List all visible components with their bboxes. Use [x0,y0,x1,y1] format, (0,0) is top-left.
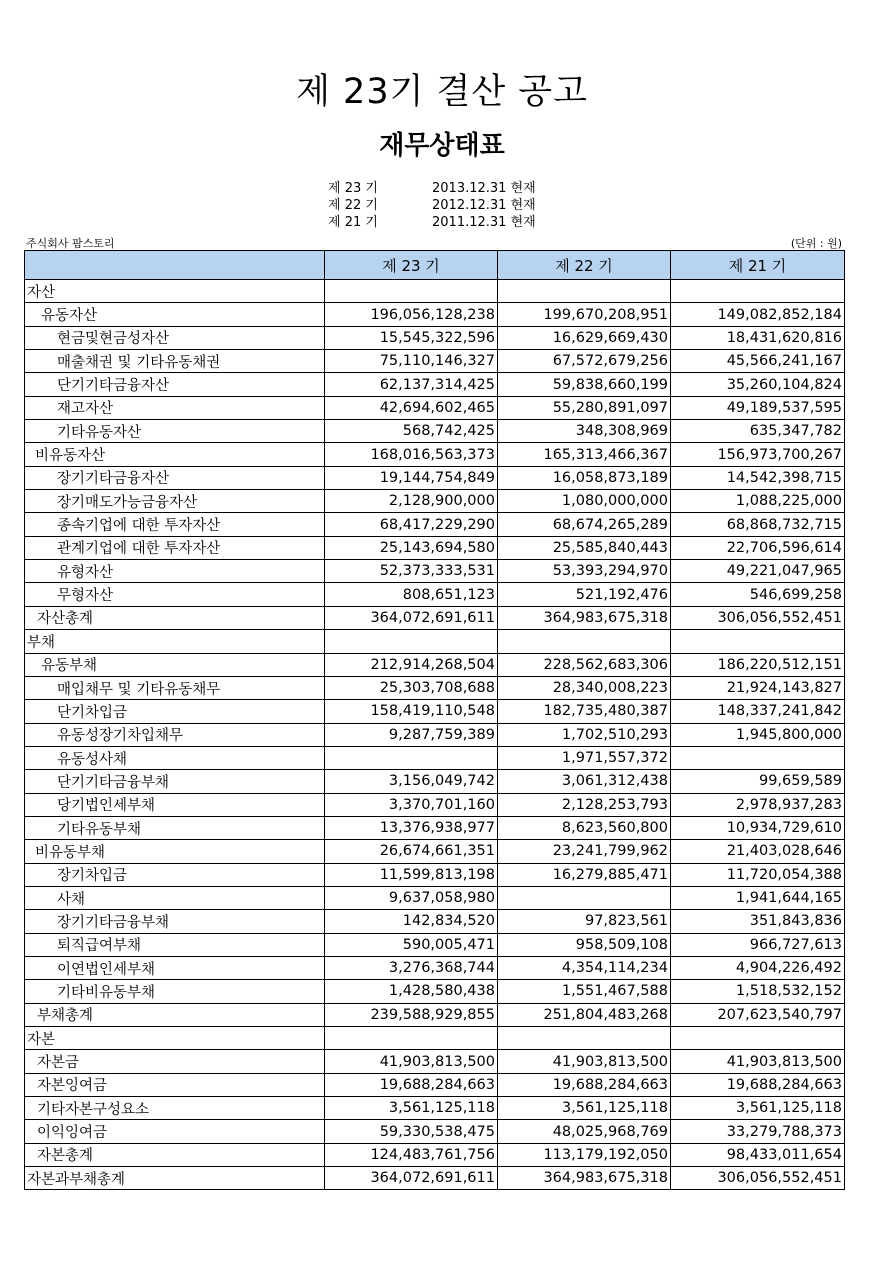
company-name: 주식회사 팜스토리 [26,237,115,250]
amount-cell: 21,403,028,646 [671,840,845,863]
amount-cell: 3,561,125,118 [325,1097,498,1120]
row-label: 유동부채 [25,653,325,676]
table-row [25,1073,845,1096]
amount-cell: 4,904,226,492 [671,956,845,979]
table-row [25,980,845,1003]
amount-cell: 19,688,284,663 [671,1073,845,1096]
amount-cell: 16,058,873,189 [498,466,671,489]
table-row [25,560,845,583]
amount-cell [498,1027,671,1050]
amount-cell: 59,838,660,199 [498,373,671,396]
amount-cell: 41,903,813,500 [671,1050,845,1073]
amount-cell: 35,260,104,824 [671,373,845,396]
amount-cell: 142,834,520 [325,910,498,933]
amount-cell: 364,072,691,611 [325,1167,498,1190]
table-row [25,1027,845,1050]
amount-cell: 33,279,788,373 [671,1120,845,1143]
row-label: 이익잉여금 [25,1120,325,1143]
amount-cell: 635,347,782 [671,420,845,443]
amount-cell: 41,903,813,500 [325,1050,498,1073]
amount-cell: 4,354,114,234 [498,956,671,979]
row-label: 단기기타금융부채 [25,770,325,793]
amount-cell: 148,337,241,842 [671,700,845,723]
row-label: 부채 [25,630,325,653]
table-row [25,840,845,863]
table-row [25,676,845,699]
amount-cell: 19,688,284,663 [325,1073,498,1096]
amount-cell [671,630,845,653]
amount-cell: 14,542,398,715 [671,466,845,489]
table-row [25,443,845,466]
table-row [25,280,845,303]
amount-cell: 251,804,483,268 [498,1003,671,1026]
amount-cell: 1,428,580,438 [325,980,498,1003]
row-label: 장기기타금융자산 [25,466,325,489]
period-label: 제 21 기 [328,215,378,230]
table-row [25,350,845,373]
amount-cell: 808,651,123 [325,583,498,606]
period-label: 제 23 기 [328,181,378,196]
table-row [25,746,845,769]
table-row [25,630,845,653]
column-header [25,251,325,280]
period-date: 2012.12.31 현재 [432,198,536,213]
amount-cell: 16,629,669,430 [498,326,671,349]
amount-cell: 239,588,929,855 [325,1003,498,1026]
document-title: 제 23기 결산 공고 [296,72,588,112]
amount-cell: 364,983,675,318 [498,606,671,629]
amount-cell: 68,868,732,715 [671,513,845,536]
amount-cell [671,280,845,303]
amount-cell: 546,699,258 [671,583,845,606]
table-row [25,326,845,349]
amount-cell: 23,241,799,962 [498,840,671,863]
table-header-row [25,251,845,280]
row-label: 단기차입금 [25,700,325,723]
amount-cell: 3,561,125,118 [671,1097,845,1120]
amount-cell: 306,056,552,451 [671,1167,845,1190]
amount-cell: 19,144,754,849 [325,466,498,489]
table-row [25,396,845,419]
row-label: 사채 [25,886,325,909]
amount-cell: 3,061,312,438 [498,770,671,793]
amount-cell: 11,599,813,198 [325,863,498,886]
table-row [25,863,845,886]
amount-cell: 1,702,510,293 [498,723,671,746]
amount-cell: 351,843,836 [671,910,845,933]
amount-cell: 212,914,268,504 [325,653,498,676]
period-date: 2011.12.31 현재 [432,215,536,230]
column-header: 제 22 기 [498,251,671,280]
amount-cell: 55,280,891,097 [498,396,671,419]
amount-cell: 364,072,691,611 [325,606,498,629]
row-label: 종속기업에 대한 투자자산 [25,513,325,536]
amount-cell: 25,585,840,443 [498,536,671,559]
period-row [328,214,536,231]
amount-cell: 26,674,661,351 [325,840,498,863]
period-row [328,197,536,214]
amount-cell: 67,572,679,256 [498,350,671,373]
amount-cell: 22,706,596,614 [671,536,845,559]
amount-cell: 958,509,108 [498,933,671,956]
row-label: 장기기타금융부채 [25,910,325,933]
table-row [25,816,845,839]
amount-cell: 48,025,968,769 [498,1120,671,1143]
amount-cell: 15,545,322,596 [325,326,498,349]
row-label: 자본 [25,1027,325,1050]
amount-cell: 3,370,701,160 [325,793,498,816]
amount-cell: 99,659,589 [671,770,845,793]
amount-cell: 199,670,208,951 [498,303,671,326]
row-label: 장기매도가능금융자산 [25,490,325,513]
amount-cell: 1,971,557,372 [498,746,671,769]
amount-cell [498,886,671,909]
amount-cell: 182,735,480,387 [498,700,671,723]
amount-cell: 68,674,265,289 [498,513,671,536]
amount-cell: 1,080,000,000 [498,490,671,513]
table-row [25,373,845,396]
row-label: 자본잉여금 [25,1073,325,1096]
period-list [328,180,536,231]
amount-cell: 8,623,560,800 [498,816,671,839]
table-row [25,583,845,606]
table-row [25,956,845,979]
row-label: 유동성사채 [25,746,325,769]
amount-cell: 186,220,512,151 [671,653,845,676]
table-row [25,723,845,746]
table-row [25,420,845,443]
row-label: 기타비유동부채 [25,980,325,1003]
amount-cell: 16,279,885,471 [498,863,671,886]
amount-cell: 9,287,759,389 [325,723,498,746]
amount-cell: 3,561,125,118 [498,1097,671,1120]
row-label: 재고자산 [25,396,325,419]
amount-cell: 19,688,284,663 [498,1073,671,1096]
row-label: 기타유동자산 [25,420,325,443]
amount-cell: 97,823,561 [498,910,671,933]
amount-cell: 59,330,538,475 [325,1120,498,1143]
row-label: 당기법인세부채 [25,793,325,816]
row-label: 자산총계 [25,606,325,629]
amount-cell [325,746,498,769]
amount-cell: 590,005,471 [325,933,498,956]
table-row [25,490,845,513]
amount-cell: 98,433,011,654 [671,1143,845,1166]
amount-cell: 1,088,225,000 [671,490,845,513]
amount-cell [325,280,498,303]
row-label: 퇴직급여부채 [25,933,325,956]
amount-cell [671,1027,845,1050]
table-row [25,303,845,326]
row-label: 단기기타금융자산 [25,373,325,396]
amount-cell: 158,419,110,548 [325,700,498,723]
amount-cell: 45,566,241,167 [671,350,845,373]
row-label: 유동성장기차입채무 [25,723,325,746]
table-row [25,1097,845,1120]
row-label: 자산 [25,280,325,303]
table-row [25,793,845,816]
amount-cell: 966,727,613 [671,933,845,956]
row-label: 비유동자산 [25,443,325,466]
table-row [25,536,845,559]
amount-cell: 149,082,852,184 [671,303,845,326]
row-label: 자본금 [25,1050,325,1073]
column-header: 제 23 기 [325,251,498,280]
row-label: 매입채무 및 기타유동채무 [25,676,325,699]
table-row [25,910,845,933]
amount-cell: 1,945,800,000 [671,723,845,746]
table-row [25,700,845,723]
table-row [25,1143,845,1166]
table-row [25,886,845,909]
column-header: 제 21 기 [671,251,845,280]
table-body [25,280,845,1190]
amount-cell: 52,373,333,531 [325,560,498,583]
period-label: 제 22 기 [328,198,378,213]
amount-cell: 49,189,537,595 [671,396,845,419]
amount-cell: 75,110,146,327 [325,350,498,373]
table-row [25,933,845,956]
amount-cell: 156,973,700,267 [671,443,845,466]
amount-cell: 1,518,532,152 [671,980,845,1003]
table-row [25,466,845,489]
table-row [25,1003,845,1026]
row-label: 현금및현금성자산 [25,326,325,349]
row-label: 기타자본구성요소 [25,1097,325,1120]
row-label: 비유동부채 [25,840,325,863]
amount-cell [325,630,498,653]
amount-cell: 568,742,425 [325,420,498,443]
row-label: 부채총계 [25,1003,325,1026]
table-row [25,653,845,676]
amount-cell: 42,694,602,465 [325,396,498,419]
amount-cell: 207,623,540,797 [671,1003,845,1026]
amount-cell: 25,303,708,688 [325,676,498,699]
amount-cell: 28,340,008,223 [498,676,671,699]
table-row [25,1120,845,1143]
amount-cell: 364,983,675,318 [498,1167,671,1190]
amount-cell: 228,562,683,306 [498,653,671,676]
amount-cell: 62,137,314,425 [325,373,498,396]
amount-cell: 165,313,466,367 [498,443,671,466]
amount-cell: 2,128,900,000 [325,490,498,513]
table-row [25,1167,845,1190]
row-label: 장기차입금 [25,863,325,886]
amount-cell: 68,417,229,290 [325,513,498,536]
amount-cell: 53,393,294,970 [498,560,671,583]
amount-cell: 25,143,694,580 [325,536,498,559]
amount-cell: 168,016,563,373 [325,443,498,466]
amount-cell: 3,276,368,744 [325,956,498,979]
statement-title: 재무상태표 [379,131,505,161]
period-row [328,180,536,197]
row-label: 자본총계 [25,1143,325,1166]
amount-cell: 9,637,058,980 [325,886,498,909]
amount-cell: 521,192,476 [498,583,671,606]
row-label: 유형자산 [25,560,325,583]
amount-cell [325,1027,498,1050]
amount-cell: 306,056,552,451 [671,606,845,629]
row-label: 이연법인세부채 [25,956,325,979]
amount-cell: 13,376,938,977 [325,816,498,839]
amount-cell [498,630,671,653]
amount-cell: 2,128,253,793 [498,793,671,816]
amount-cell: 2,978,937,283 [671,793,845,816]
table-row [25,513,845,536]
amount-cell: 10,934,729,610 [671,816,845,839]
amount-cell: 348,308,969 [498,420,671,443]
amount-cell: 18,431,620,816 [671,326,845,349]
amount-cell [498,280,671,303]
amount-cell: 21,924,143,827 [671,676,845,699]
row-label: 자본과부채총계 [25,1167,325,1190]
table-row [25,770,845,793]
amount-cell: 3,156,049,742 [325,770,498,793]
amount-cell: 196,056,128,238 [325,303,498,326]
amount-cell [671,746,845,769]
period-date: 2013.12.31 현재 [432,181,536,196]
row-label: 기타유동부채 [25,816,325,839]
row-label: 관계기업에 대한 투자자산 [25,536,325,559]
table-row [25,1050,845,1073]
row-label: 무형자산 [25,583,325,606]
amount-cell: 1,941,644,165 [671,886,845,909]
amount-cell: 124,483,761,756 [325,1143,498,1166]
amount-cell: 41,903,813,500 [498,1050,671,1073]
unit-label: (단위 : 원) [790,237,842,250]
amount-cell: 49,221,047,965 [671,560,845,583]
table-row [25,606,845,629]
balance-sheet-table [24,250,845,1190]
amount-cell: 11,720,054,388 [671,863,845,886]
amount-cell: 1,551,467,588 [498,980,671,1003]
row-label: 유동자산 [25,303,325,326]
row-label: 매출채권 및 기타유동채권 [25,350,325,373]
amount-cell: 113,179,192,050 [498,1143,671,1166]
